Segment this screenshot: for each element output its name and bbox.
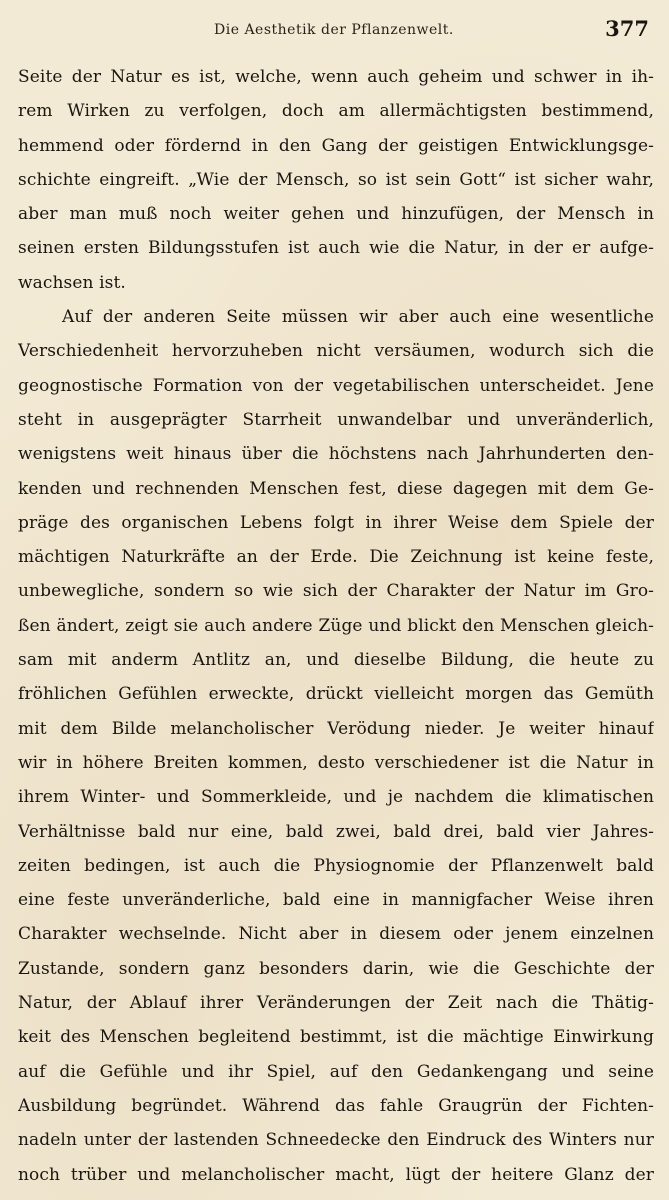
text-line: schichte eingreift. „Wie der Mensch, so ist sein Gott“ ist sicher wahr, (18, 169, 654, 190)
text-line: wachsen ist. (18, 272, 126, 293)
text-line: sam mit anderm Antlitz an, und dieselbe Bildung, die heute zu (18, 650, 654, 671)
text-line: fröhlichen Gefühlen erweckte, drückt vielleicht morgen das Gemüth (18, 684, 654, 705)
text-line: ihrem Winter- und Sommerkleide, und je nachdem die klimatischen (18, 787, 654, 808)
text-line: unbewegliche, sondern so wie sich der Charakter der Natur im Gro- (18, 581, 654, 602)
text-line: zeiten bedingen, ist auch die Physiognomie der Pflanzenwelt bald (18, 855, 654, 876)
text-line: wir in höhere Breiten kommen, desto verschiedener ist die Natur in (18, 752, 654, 773)
text-line: Ausbildung begründet. Während das fahle Graugrün der Fichten- (18, 1095, 654, 1116)
text-line: Verschiedenheit hervorzuheben nicht versäumen, wodurch sich die (18, 341, 654, 362)
text-line: nadeln unter der lastenden Schneedecke den Eindruck des Winters nur (18, 1130, 654, 1151)
text-line: kenden und rechnenden Menschen fest, diese dagegen mit dem Ge- (18, 478, 654, 499)
text-line: seinen ersten Bildungsstufen ist auch wie die Natur, in der er aufge- (18, 238, 654, 259)
text-line: noch trüber und melancholischer macht, lügt der heitere Glanz der (18, 1164, 654, 1185)
text-line: auf die Gefühle und ihr Spiel, auf den Gedankengang und seine (18, 1061, 654, 1082)
text-line: rem Wirken zu verfolgen, doch am allermächtigsten bestimmend, (18, 101, 654, 122)
text-line: steht in ausgeprägter Starrheit unwandelbar und unveränderlich, (18, 409, 654, 430)
text-line: mit dem Bilde melancholischer Verödung nieder. Je weiter hinauf (18, 718, 654, 739)
text-line: eine feste unveränderliche, bald eine in mannigfacher Weise ihren (18, 890, 654, 911)
body-text (18, 60, 654, 1192)
text-line: Seite der Natur es ist, welche, wenn auch geheim und schwer in ih- (18, 67, 654, 87)
text-line: keit des Menschen begleitend bestimmt, ist die mächtige Einwirkung (18, 1027, 654, 1048)
text-line: mächtigen Naturkräfte an der Erde. Die Zeichnung ist keine feste, (18, 547, 654, 568)
text-line: Verhältnisse bald nur eine, bald zwei, bald drei, bald vier Jahres- (18, 821, 654, 842)
text-line: geognostische Formation von der vegetabilischen unterscheidet. Jene (18, 375, 654, 396)
text-line: Natur, der Ablauf ihrer Veränderungen der Zeit nach die Thätig- (18, 993, 654, 1014)
running-title: Die Aesthetik der Pflanzenwelt. (214, 22, 454, 38)
text-line: aber man muß noch weiter gehen und hinzufügen, der Mensch in (18, 204, 654, 225)
text-line: präge des organischen Lebens folgt in ihrer Weise dem Spiele der (18, 512, 654, 533)
text-line: hemmend oder fördernd in den Gang der geistigen Entwicklungsge- (18, 135, 654, 156)
paragraph-start-line: Auf der anderen Seite müssen wir aber auch eine wesentliche (62, 307, 654, 328)
text-line: Charakter wechselnde. Nicht aber in diesem oder jenem einzelnen (18, 924, 654, 945)
text-line: ßen ändert, zeigt sie auch andere Züge und blickt den Menschen gleich- (18, 615, 654, 636)
page-number: 377 (605, 16, 649, 41)
running-head (0, 14, 669, 44)
text-line: Zustande, sondern ganz besonders darin, wie die Geschichte der (18, 958, 654, 979)
text-line: wenigstens weit hinaus über die höchstens nach Jahrhunderten den- (18, 444, 654, 465)
